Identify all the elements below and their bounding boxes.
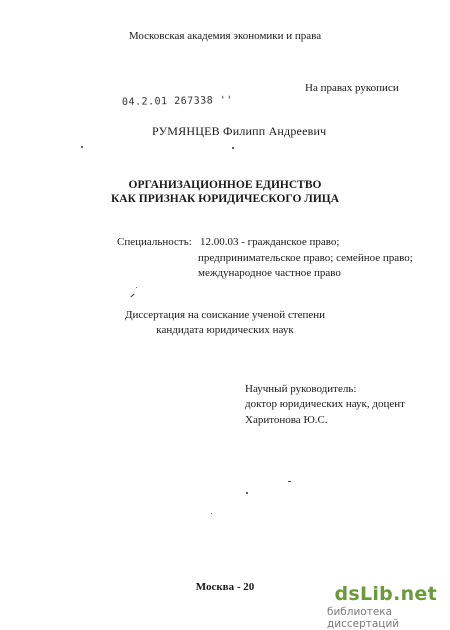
thesis-title-line-1: ОРГАНИЗАЦИОННОЕ ЕДИНСТВО (128, 179, 322, 191)
specialty-label: Специальность: (117, 236, 192, 248)
advisor-name: Харитонова Ю.С. (245, 414, 328, 426)
scan-speck (246, 492, 248, 494)
scan-speck (136, 287, 137, 288)
scan-speck (232, 147, 234, 149)
scan-speck (130, 294, 134, 298)
archive-stamp: 04.2.01 267338 '' (121, 95, 233, 108)
scan-speck (288, 481, 291, 482)
advisor-label: Научный руководитель: (245, 383, 357, 395)
dissertation-statement-line-2: кандидата юридических наук (156, 324, 294, 336)
author-name: РУМЯНЦЕВ Филипп Андреевич (152, 124, 327, 138)
advisor-degree: доктор юридических наук, доцент (245, 398, 405, 410)
scan-speck (211, 513, 212, 514)
specialty-line-3: международное частное право (198, 267, 341, 279)
manuscript-note: На правах рукописи (305, 82, 399, 94)
dissertation-statement-line-1: Диссертация на соискание ученой степени (124, 309, 326, 321)
scan-speck (81, 146, 83, 148)
specialty-line-1: 12.00.03 - гражданское право; (200, 236, 340, 248)
city-year-footer: Москва - 20 (195, 581, 255, 593)
thesis-title-line-2: КАК ПРИЗНАК ЮРИДИЧЕСКОГО ЛИЦА (110, 193, 340, 205)
dslib-watermark-logo (327, 583, 445, 630)
watermark-sub-text: библиотека диссертаций (327, 606, 400, 630)
institution-name: Московская академия экономики и права (128, 30, 322, 42)
specialty-line-2: предпринимательское право; семейное право; (198, 252, 413, 264)
watermark-main-text: dsLib.net (334, 583, 437, 605)
